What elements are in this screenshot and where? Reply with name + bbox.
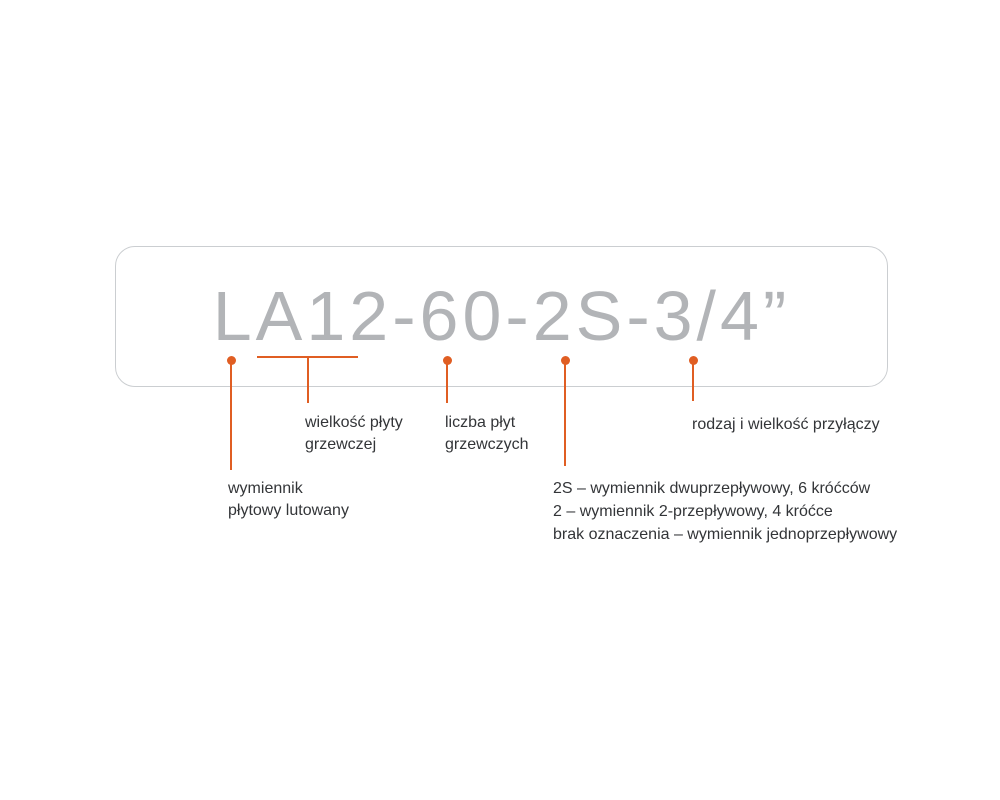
- label-flow-variants-line1: 2S – wymiennik dwuprzepływowy, 6 króćców: [553, 480, 871, 497]
- marker-line-plate-count: [446, 360, 449, 403]
- marker-line-flow-variants: [564, 360, 567, 466]
- label-exchanger-type-line2: płytowy lutowany: [228, 502, 349, 519]
- marker-line-plate-size: [307, 356, 310, 404]
- label-flow-variants-line2: 2 – wymiennik 2-przepływowy, 4 króćce: [553, 503, 833, 520]
- label-flow-variants: [553, 477, 897, 546]
- label-plate-size-line1: wielkość płyty: [305, 414, 403, 431]
- product-code-text: LA12-60-2S-3/4”: [212, 276, 791, 355]
- label-flow-variants-line3: brak oznaczenia – wymiennik jednoprzepływowy: [553, 526, 898, 543]
- label-plate-count-line1: liczba płyt: [445, 414, 516, 431]
- marker-line-connections: [692, 360, 695, 401]
- marker-line-exchanger-type: [230, 360, 233, 470]
- label-plate-count-line2: grzewczych: [445, 436, 529, 453]
- label-exchanger-type: [228, 478, 349, 522]
- label-plate-size-line2: grzewczej: [305, 436, 377, 453]
- label-plate-count: [445, 412, 529, 456]
- label-plate-size: [305, 412, 403, 456]
- label-connections: rodzaj i wielkość przyłączy: [692, 416, 880, 433]
- label-exchanger-type-line1: wymiennik: [228, 480, 303, 497]
